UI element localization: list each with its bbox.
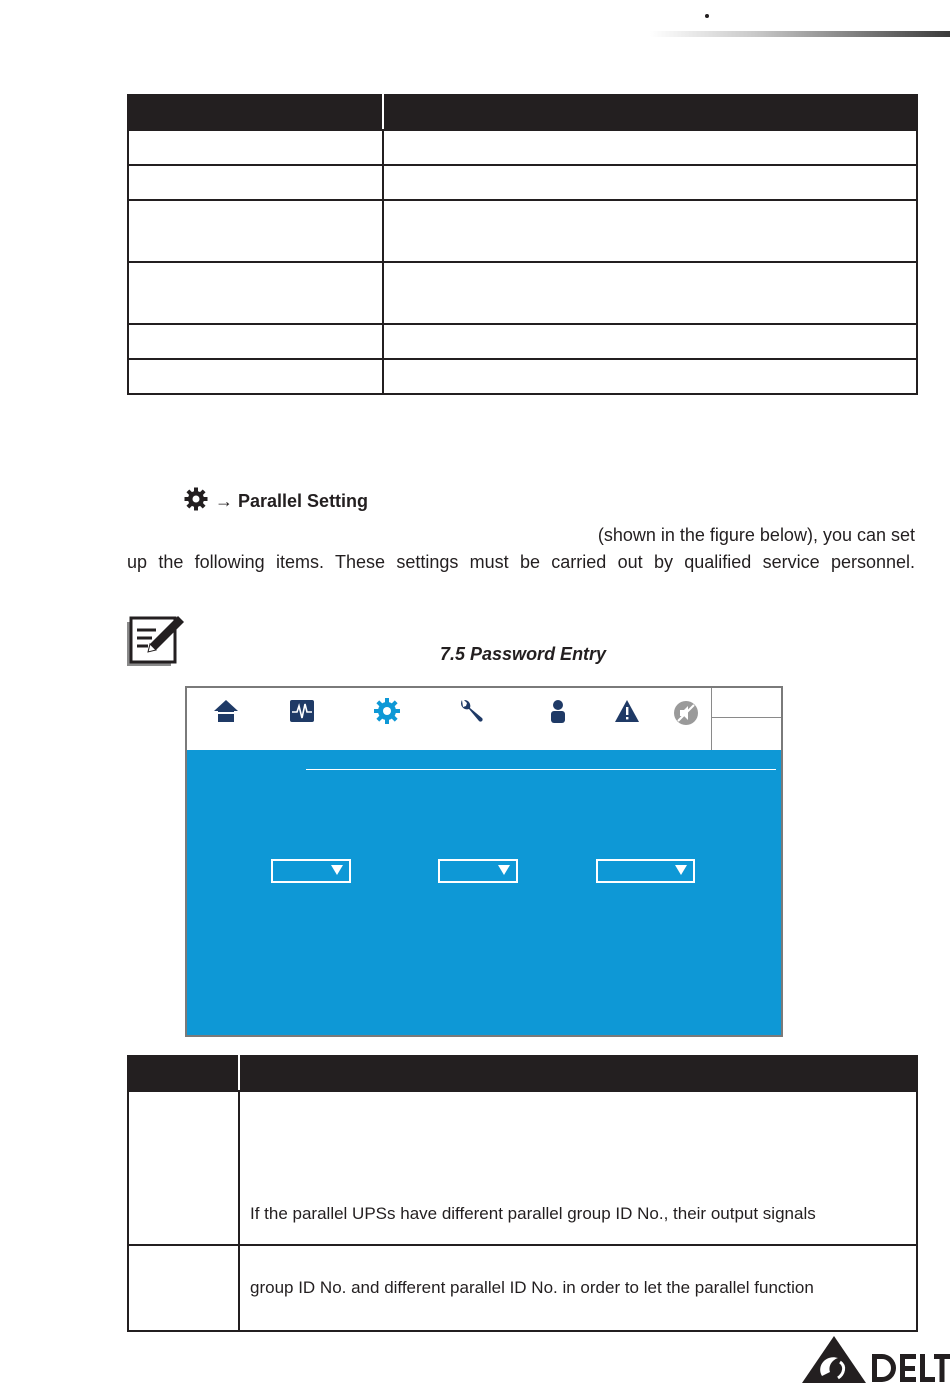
header-dot bbox=[705, 14, 709, 18]
mute-icon[interactable] bbox=[673, 700, 699, 726]
delta-logo bbox=[800, 1334, 950, 1385]
table-row bbox=[128, 359, 917, 394]
gear-icon bbox=[184, 487, 208, 511]
gear-icon[interactable] bbox=[374, 698, 400, 724]
table-row bbox=[128, 1245, 917, 1331]
table-row bbox=[128, 165, 917, 200]
waveform-icon[interactable] bbox=[289, 698, 315, 724]
nav-separator bbox=[711, 688, 712, 750]
note-icon bbox=[126, 614, 186, 668]
parallel-id-dropdown[interactable] bbox=[438, 859, 518, 883]
section-title: → Parallel Setting bbox=[215, 491, 369, 511]
chevron-down-icon bbox=[675, 865, 687, 875]
user-icon[interactable] bbox=[545, 698, 571, 724]
settings-table bbox=[127, 94, 918, 395]
table-cell-description: If the parallel UPSs have different parallel group ID No., their output signals bbox=[239, 1091, 917, 1245]
note-reference: 7.5 Password Entry bbox=[440, 644, 607, 664]
table-cell-item bbox=[128, 1245, 239, 1331]
chevron-down-icon bbox=[331, 865, 343, 875]
warning-icon[interactable] bbox=[614, 698, 640, 724]
table-row bbox=[128, 1091, 917, 1245]
wrench-icon[interactable] bbox=[458, 698, 484, 724]
table-cell-item bbox=[128, 1091, 239, 1245]
table-row bbox=[128, 130, 917, 165]
screen-nav-bar bbox=[187, 688, 781, 750]
paragraph-line-2: up the following items. These settings must be carried out by qualified service personnel. bbox=[127, 552, 915, 572]
header-gradient-bar bbox=[650, 31, 950, 37]
paragraph-line-1: (shown in the figure below), you can set bbox=[597, 525, 915, 545]
table-cell-description: group ID No. and different parallel ID No. in order to let the parallel function bbox=[239, 1245, 917, 1331]
parallel-settings-table bbox=[127, 1055, 918, 1332]
panel-divider bbox=[306, 769, 776, 770]
table-row bbox=[128, 324, 917, 359]
table-row bbox=[128, 262, 917, 324]
parallel-setting-dropdown[interactable] bbox=[596, 859, 695, 883]
table-header-row bbox=[128, 1056, 917, 1091]
ups-screen bbox=[185, 686, 783, 1037]
chevron-down-icon bbox=[498, 865, 510, 875]
table-header-row bbox=[128, 95, 917, 130]
parallel-group-dropdown[interactable] bbox=[271, 859, 351, 883]
home-icon[interactable] bbox=[213, 698, 239, 724]
settings-panel bbox=[187, 750, 781, 1035]
nav-separator bbox=[711, 717, 781, 718]
table-row bbox=[128, 200, 917, 262]
